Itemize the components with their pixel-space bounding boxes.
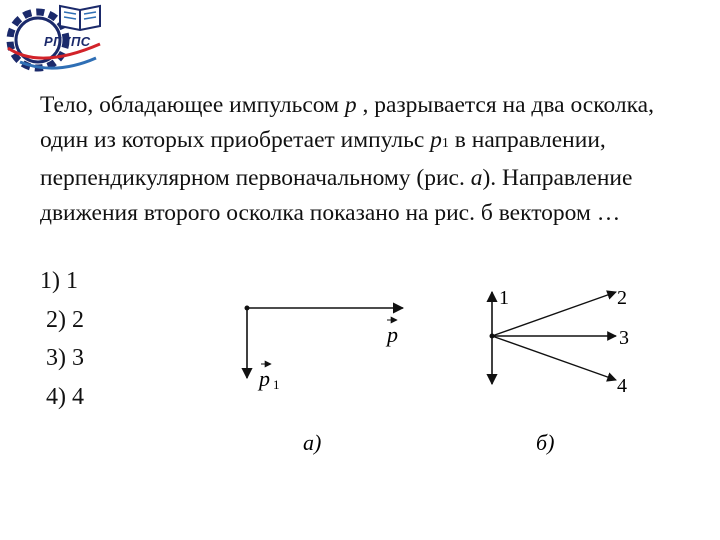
figure-a xyxy=(245,306,404,456)
question-part-4: ). Направление движения второго осколка показано на рис. б вектором … xyxy=(40,165,633,226)
figure-b xyxy=(490,287,630,455)
vector-p-label xyxy=(385,320,398,347)
momentum-p1-letter: p xyxy=(430,126,442,153)
vector-4-arrow xyxy=(492,336,616,380)
momentum-p: p xyxy=(344,92,357,118)
question-part-3: в направлении, перпендикулярном первоначальному (рис. xyxy=(40,126,606,191)
figure-a-caption: а) xyxy=(303,430,322,455)
figure-a-reference: a xyxy=(470,165,483,191)
answer-options xyxy=(40,262,84,416)
vector-p1-subscript: 1 xyxy=(273,377,280,392)
logo-text: РГУПС xyxy=(44,34,91,49)
book-icon xyxy=(60,6,100,30)
answer-option[interactable]: 1) 1 xyxy=(40,268,78,294)
vector-2-label: 2 xyxy=(617,287,627,309)
figure-b-caption: б) xyxy=(536,430,555,455)
vector-2-arrow xyxy=(492,292,616,336)
vector-p1-letter: p xyxy=(259,366,270,391)
question-part-2: , разрывается на два осколка, один из которых приобретает импульс xyxy=(40,92,654,153)
vector-3-label: 3 xyxy=(619,327,629,349)
momentum-p1-subscript: 1 xyxy=(441,135,449,151)
answer-option[interactable]: 3) 3 xyxy=(40,345,84,371)
vector-p-letter: p xyxy=(387,322,398,347)
vector-p1-label xyxy=(257,364,280,392)
vector-4-label: 4 xyxy=(617,375,627,397)
physics-figure xyxy=(225,280,645,470)
answer-option[interactable]: 4) 4 xyxy=(40,383,84,410)
question-part-1: Тело, обладающее импульсом xyxy=(40,92,345,118)
university-logo xyxy=(0,0,110,82)
answer-option[interactable]: 2) 2 xyxy=(40,306,84,333)
question-text xyxy=(40,88,690,230)
vector-1-label: 1 xyxy=(499,287,509,309)
